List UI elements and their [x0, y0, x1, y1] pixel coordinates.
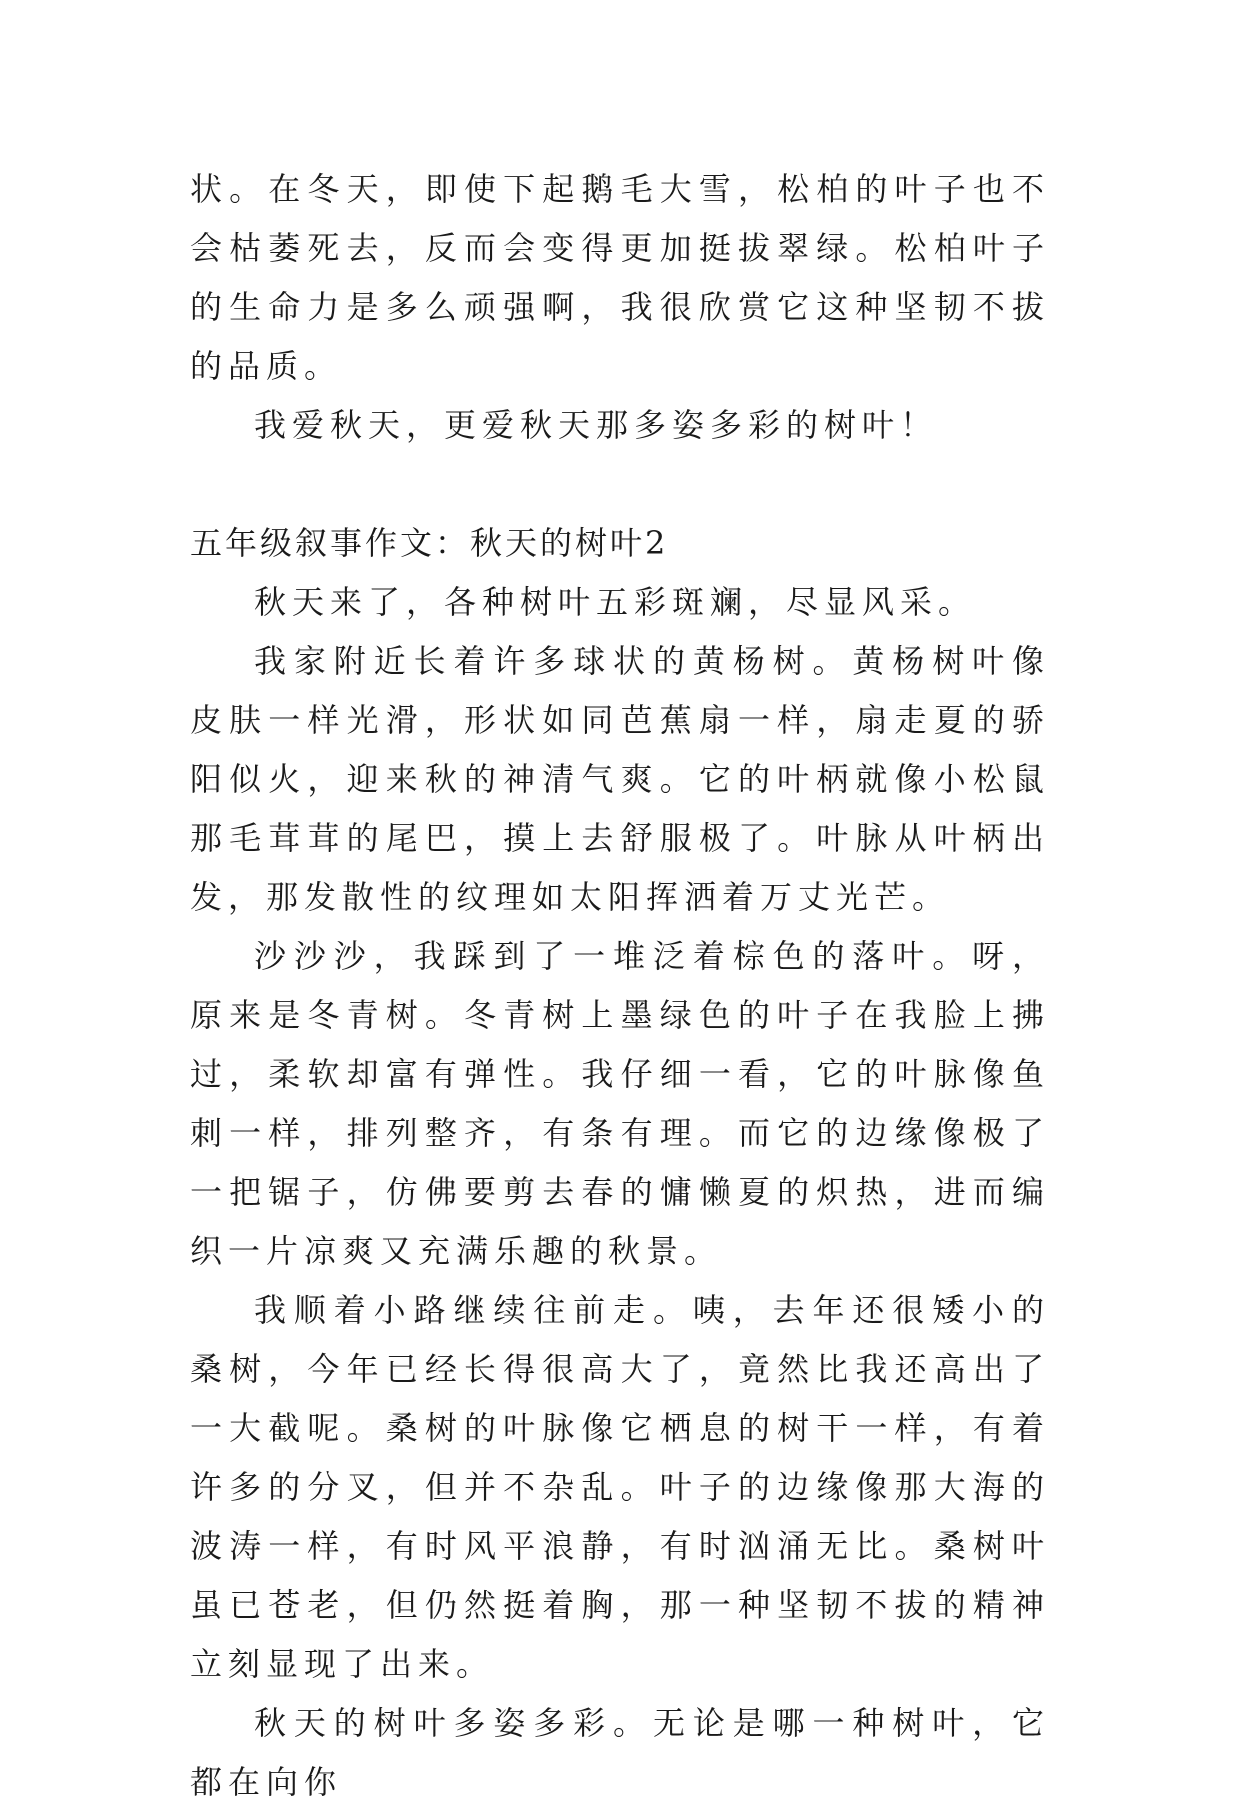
continued-paragraph: 状。在冬天，即使下起鹅毛大雪，松柏的叶子也不会枯萎死去，反而会变得更加挺拔翠绿。松柏叶子的生命力是多么顽强啊，我很欣赏它这种坚韧不拔的品质。 — [190, 170, 1050, 385]
essay-paragraph-4: 我顺着小路继续往前走。咦，去年还很矮小的桑树，今年已经长得很高大了，竟然比我还高出了一大截呢。桑树的叶脉像它栖息的树干一样，有着许多的分叉，但并不杂乱。叶子的边缘像那大海的波涛一样，有时风平浪静，有时汹涌无比。桑树叶虽已苍老，但仍然挺着胸，那一种坚韧不拔的精神立刻显现了出来。 — [190, 1291, 1050, 1683]
closing-paragraph: 我爱秋天，更爱秋天那多姿多彩的树叶！ — [254, 406, 939, 444]
text-column — [190, 160, 1050, 1812]
essay-paragraph-3: 沙沙沙，我踩到了一堆泛着棕色的落叶。呀，原来是冬青树。冬青树上墨绿色的叶子在我脸上拂过，柔软却富有弹性。我仔细一看，它的叶脉像鱼刺一样，排列整齐，有条有理。而它的边缘像极了一把锯子，仿佛要剪去春的慵懒夏的炽热，进而编织一片凉爽又充满乐趣的秋景。 — [190, 937, 1050, 1270]
essay-paragraph-1: 秋天来了，各种树叶五彩斑斓，尽显风采。 — [254, 583, 977, 621]
essay-title: 五年级叙事作文：秋天的树叶2 — [190, 524, 669, 562]
essay-paragraph-5: 秋天的树叶多姿多彩。无论是哪一种树叶，它都在向你 — [190, 1704, 1050, 1801]
essay-paragraph-2: 我家附近长着许多球状的黄杨树。黄杨树叶像皮肤一样光滑，形状如同芭蕉扇一样，扇走夏的骄阳似火，迎来秋的神清气爽。它的叶柄就像小松鼠那毛茸茸的尾巴，摸上去舒服极了。叶脉从叶柄出发，那发散性的纹理如太阳挥洒着万丈光芒。 — [190, 642, 1050, 916]
